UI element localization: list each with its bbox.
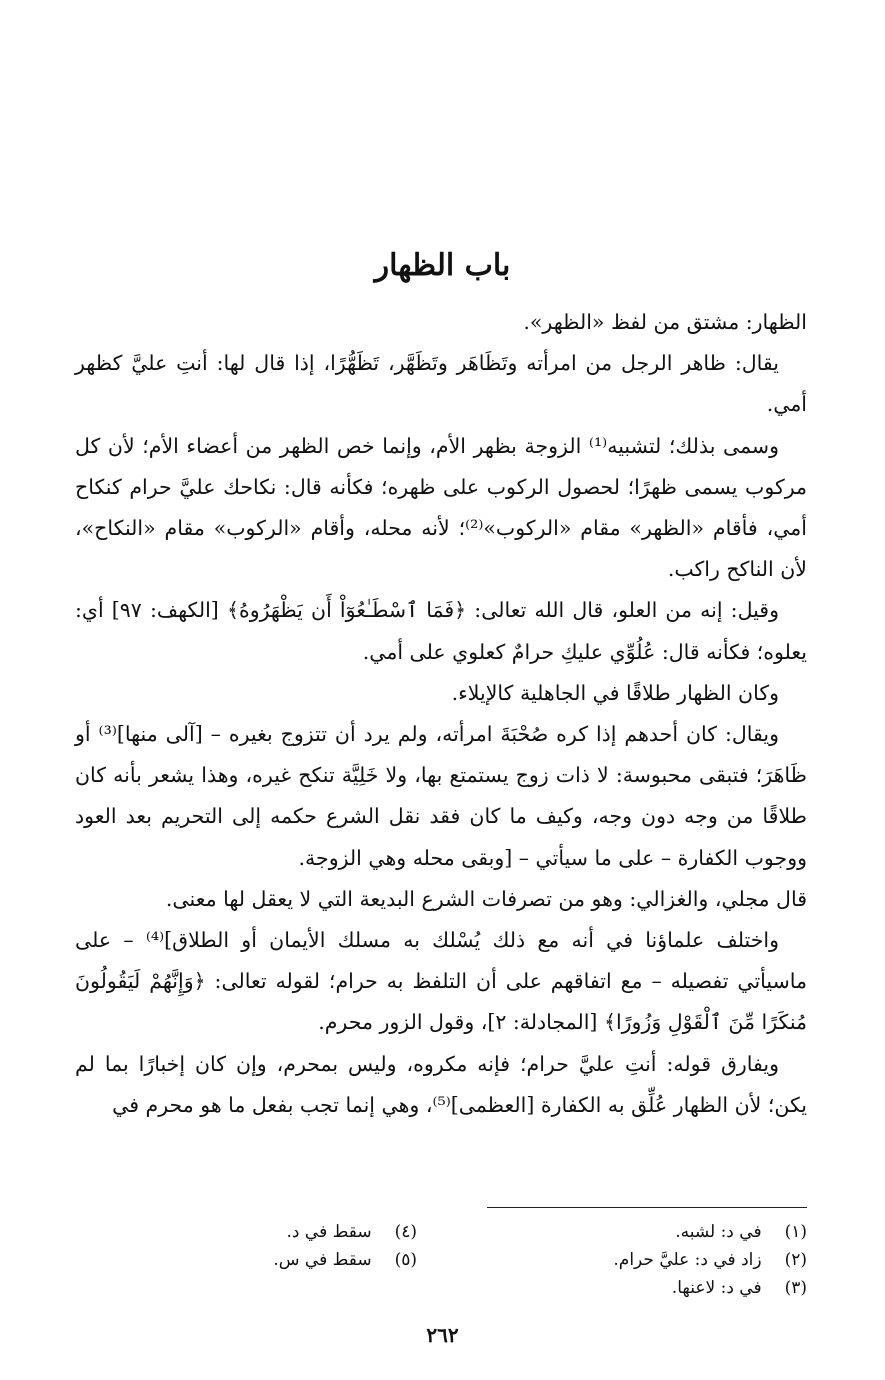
paragraph-2: يقال: ظاهر الرجل من امرأته وتَظَاهَر وتَظَهَّر، تَظَهُّرًا، إذا قال لها: أنتِ عليَّ كظهر أمي.: [75, 351, 807, 417]
footnote-2: [507, 1246, 807, 1274]
paragraph-3: وسمى بذلك؛ لتشبيه⁽¹⁾ الزوجة بظهر الأم، وإنما خص الظهر من أعضاء الأم؛ لأن كل مركوب يسمى ظهرًا؛ لحصول الركوب على ظهره؛ فكأنه قال: نكاحك عليَّ حرام كنكاح أمي، فأقام «الظهر» مقام «الركوب»⁽²⁾؛ لأنه محله، وأقام «الركوب» مقام «النكاح»، لأن الناكح راكب.: [75, 433, 807, 582]
footnote-text: في د: لاعنها.: [671, 1278, 762, 1298]
footnote-number: (٢): [784, 1250, 807, 1270]
footnote-column-left: [117, 1218, 417, 1274]
page-number: ٢٦٢: [426, 1323, 459, 1347]
paragraph-4: وقيل: إنه من العلو، قال الله تعالى: ﴿فَمَا ٱسْطَـٰعُوٓاْ أَن يَظْهَرُوهُ﴾ [الكهف: ٩٧] أي: يعلوه؛ فكأنه قال: عُلُوِّي عليكِ حرامٌ كعلوي على أمي.: [75, 598, 807, 664]
footnote-text: سقط في د.: [286, 1222, 372, 1242]
footnote-3: [507, 1274, 807, 1302]
footnote-text: زاد في د: عليَّ حرام.: [613, 1250, 762, 1270]
footnote-text: سقط في س.: [273, 1250, 372, 1270]
paragraph-9: ويفارق قوله: أنتِ عليَّ حرام؛ فإنه مكروه، وليس بمحرم، وإن كان إخبارًا بما لم يكن؛ لأن الظهار عُلِّق به الكفارة [العظمى]⁽⁵⁾، وهي إنما تجب بفعل ما هو محرم في: [75, 1051, 807, 1117]
paragraph-8: واختلف علماؤنا في أنه مع ذلك يُسْلك به مسلك الأيمان أو الطلاق]⁽⁴⁾ – على ماسيأتي تفصيله – مع اتفاقهم على أن التلفظ به حرام؛ لقوله تعالى: ﴿وَإِنَّهُمْ لَيَقُولُونَ مُنكَرًا مِّنَ ٱلْقَوْلِ وَزُورًا﴾ [المجادلة: ٢]، وقول الزور محرم.: [75, 928, 807, 1035]
footnote-number: (٥): [394, 1250, 417, 1270]
paragraph-1: الظهار: مشتق من لفظ «الظهر».: [523, 310, 807, 334]
footnotes: [75, 1218, 807, 1318]
chapter-title: باب الظهار: [374, 248, 511, 284]
footnote-5: [117, 1246, 417, 1274]
paragraph-5: وكان الظهار طلاقًا في الجاهلية كالإيلاء.: [451, 680, 779, 705]
footnote-divider: [487, 1207, 807, 1208]
paragraph-7: قال مجلي، والغزالي: وهو من تصرفات الشرع البديعة التي لا يعقل لها معنى.: [165, 886, 807, 911]
footnote-number: (١): [784, 1222, 807, 1242]
body-text: [75, 302, 807, 1126]
footnote-number: (٣): [784, 1278, 807, 1298]
paragraph-6: ويقال: كان أحدهم إذا كره صُحْبَةَ امرأته، ولم يرد أن تتزوج بغيره – [آلى منها]⁽³⁾ أو ظَاهَرَ؛ فتبقى محبوسة: لا ذات زوج يستمتع بها، ولا خَلِيَّة تنكح غيره، وهذا يشعر بأنه كان طلاقًا من وجه دون وجه، وكيف ما كان فقد نقل الشرع حكمه إلى التحريم بعد العود ووجوب الكفارة – على ما سيأتي – [وبقى محله وهي الزوجة.: [75, 722, 807, 870]
footnote-1: [507, 1218, 807, 1246]
footnote-4: [117, 1218, 417, 1246]
footnote-text: في د: لشبه.: [675, 1222, 762, 1242]
footnote-number: (٤): [394, 1222, 417, 1242]
footnote-column-right: [507, 1218, 807, 1302]
